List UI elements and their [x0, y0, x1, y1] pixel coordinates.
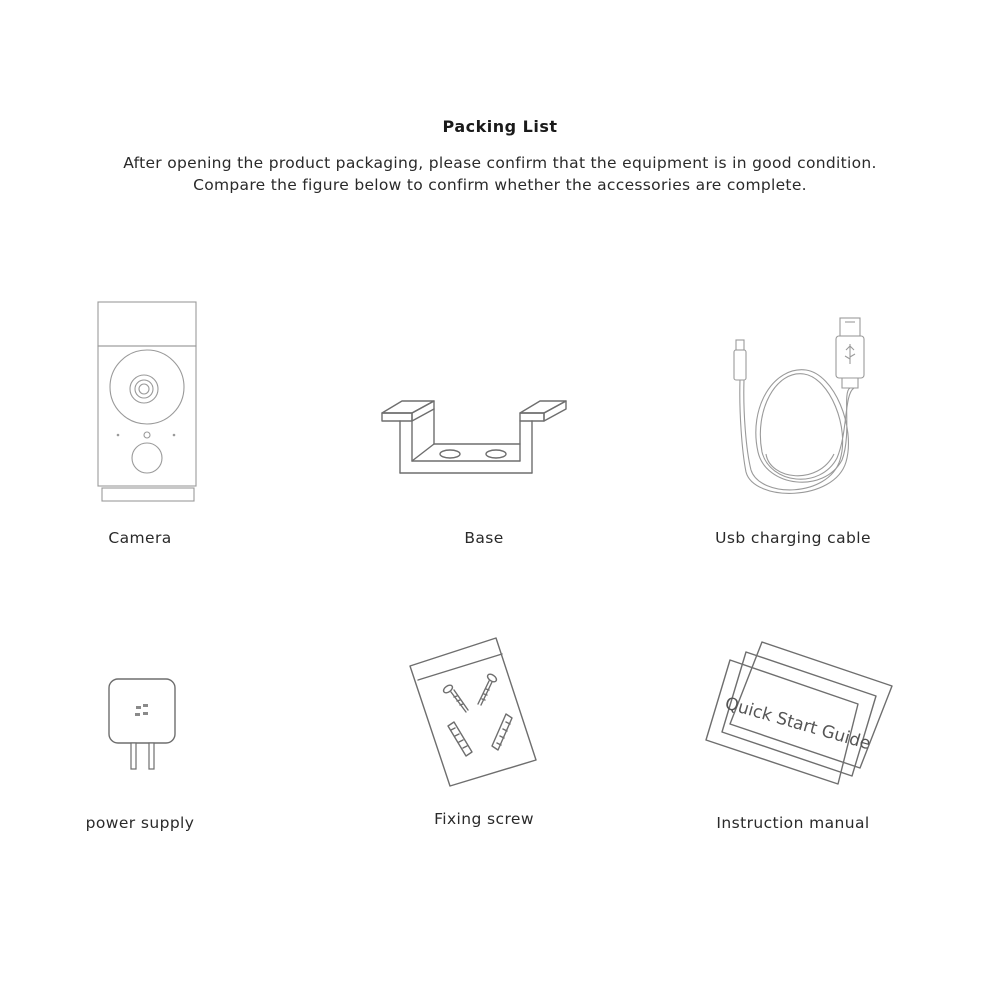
- screw-pack-icon: [406, 634, 540, 790]
- screw-icon: [478, 673, 498, 705]
- base-bracket-icon: [378, 398, 570, 478]
- page-title: Packing List: [442, 117, 558, 136]
- item-label-power-supply: power supply: [85, 814, 195, 832]
- item-label-camera: Camera: [108, 529, 172, 547]
- intro-line-2: Compare the figure below to confirm whether the accessories are complete.: [193, 176, 807, 194]
- item-label-base: Base: [464, 529, 504, 547]
- screw-icon: [442, 684, 468, 712]
- wall-anchor-icon: [492, 714, 512, 750]
- usb-cable-icon: [724, 312, 870, 498]
- brand-logo-icon: [135, 704, 148, 716]
- manual-cover-text: Quick Start Guide: [722, 693, 873, 755]
- item-label-usb-cable: Usb charging cable: [715, 529, 871, 547]
- intro-line-1: After opening the product packaging, please confirm that the equipment is in good condition.: [123, 154, 877, 172]
- power-adapter-icon: [106, 676, 178, 774]
- camera-icon: [96, 300, 200, 506]
- item-label-instruction-manual: Instruction manual: [716, 814, 870, 832]
- item-label-fixing-screw: Fixing screw: [434, 810, 534, 828]
- manual-icon: [702, 638, 896, 788]
- wall-anchor-icon: [448, 722, 472, 756]
